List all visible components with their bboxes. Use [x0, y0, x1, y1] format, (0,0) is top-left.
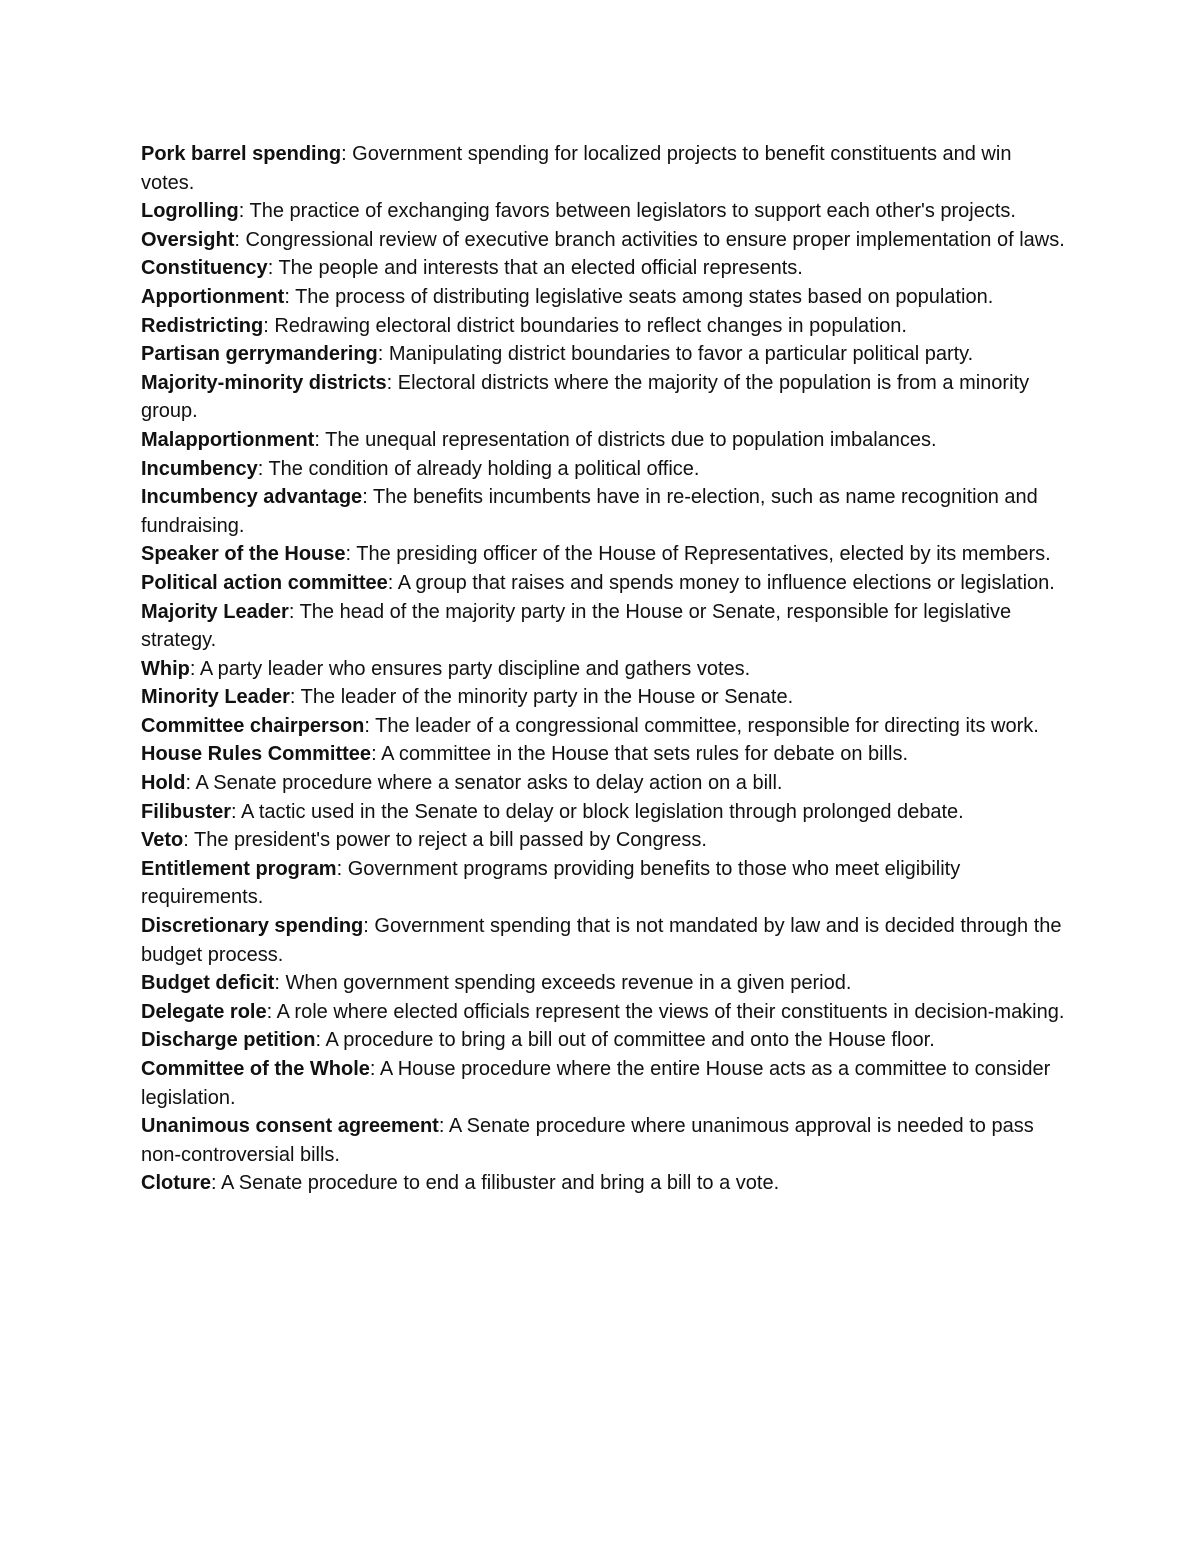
- glossary-definition: : Redrawing electoral district boundaries to reflect changes in population.: [263, 314, 907, 337]
- glossary-term: Political action committee: [141, 571, 388, 594]
- glossary-term: Committee chairperson: [141, 714, 365, 737]
- glossary-list: [141, 140, 1066, 1198]
- glossary-definition: : Government programs providing benefits to those who meet eligibility requirements.: [141, 857, 961, 909]
- glossary-definition: : The leader of the minority party in the House or Senate.: [289, 686, 794, 709]
- glossary-entry: [141, 655, 1066, 684]
- glossary-definition: : A tactic used in the Senate to delay or block legislation through prolonged debate.: [231, 800, 964, 823]
- glossary-entry: [141, 340, 1066, 369]
- glossary-definition: : A House procedure where the entire House acts as a committee to consider legislation.: [141, 1058, 1051, 1109]
- glossary-term: Majority Leader: [141, 600, 289, 623]
- glossary-definition: : Government spending that is not mandated by law and is decided through the budget process.: [141, 915, 1062, 966]
- glossary-definition: : When government spending exceeds revenue in a given period.: [274, 972, 852, 995]
- glossary-entry: [141, 798, 1066, 827]
- glossary-definition: : The president's power to reject a bill passed by Congress.: [183, 829, 707, 852]
- glossary-entry: [141, 912, 1066, 969]
- glossary-entry: [141, 283, 1066, 312]
- glossary-term: Incumbency: [141, 457, 258, 480]
- glossary-entry: [141, 1055, 1066, 1112]
- glossary-definition: : Electoral districts where the majority of the population is from a minority group.: [141, 371, 1030, 423]
- glossary-entry: [141, 254, 1066, 283]
- glossary-entry: [141, 483, 1066, 540]
- glossary-term: Malapportionment: [141, 428, 315, 451]
- glossary-term: Budget deficit: [141, 972, 275, 995]
- glossary-definition: : A procedure to bring a bill out of committee and onto the House floor.: [315, 1029, 935, 1052]
- glossary-definition: : The head of the majority party in the House or Senate, responsible for legislative strategy.: [141, 600, 1012, 652]
- glossary-term: Cloture: [141, 1172, 211, 1195]
- glossary-entry: [141, 312, 1066, 341]
- glossary-term: Entitlement program: [141, 857, 337, 880]
- glossary-entry: [141, 740, 1066, 769]
- glossary-definition: : A group that raises and spends money to influence elections or legislation.: [387, 571, 1055, 594]
- glossary-definition: : The process of distributing legislative seats among states based on population.: [284, 285, 994, 308]
- glossary-entry: [141, 1169, 1066, 1198]
- glossary-entry: [141, 969, 1066, 998]
- glossary-definition: : The leader of a congressional committee, responsible for directing its work.: [364, 714, 1039, 737]
- glossary-entry: [141, 683, 1066, 712]
- glossary-term: Constituency: [141, 257, 268, 280]
- glossary-entry: [141, 540, 1066, 569]
- glossary-entry: [141, 826, 1066, 855]
- glossary-term: House Rules Committee: [141, 743, 372, 766]
- glossary-term: Hold: [141, 772, 186, 795]
- glossary-definition: : The unequal representation of districts due to population imbalances.: [314, 428, 937, 451]
- glossary-entry: [141, 1112, 1066, 1169]
- glossary-entry: [141, 598, 1066, 655]
- glossary-definition: : A committee in the House that sets rules for debate on bills.: [371, 743, 909, 766]
- glossary-term: Delegate role: [141, 1000, 267, 1023]
- glossary-term: Pork barrel spending: [141, 143, 342, 165]
- glossary-entry: [141, 197, 1066, 226]
- glossary-entry: [141, 369, 1066, 426]
- glossary-definition: : The benefits incumbents have in re-election, such as name recognition and fundraising.: [141, 486, 1038, 537]
- glossary-entry: [141, 855, 1066, 912]
- glossary-term: Incumbency advantage: [141, 486, 363, 509]
- glossary-definition: : Manipulating district boundaries to favor a particular political party.: [377, 343, 974, 366]
- glossary-term: Partisan gerrymandering: [141, 343, 378, 366]
- glossary-entry: [141, 426, 1066, 455]
- glossary-definition: : Government spending for localized projects to benefit constituents and win votes.: [141, 143, 1012, 194]
- glossary-term: Discretionary spending: [141, 915, 364, 938]
- glossary-term: Majority-minority districts: [141, 371, 387, 394]
- glossary-entry: [141, 1026, 1066, 1055]
- glossary-term: Apportionment: [141, 285, 285, 308]
- glossary-entry: [141, 140, 1066, 197]
- glossary-entry: [141, 712, 1066, 741]
- glossary-definition: : A Senate procedure where unanimous approval is needed to pass non-controversial bills.: [141, 1115, 1034, 1166]
- glossary-definition: : A party leader who ensures party discipline and gathers votes.: [189, 657, 751, 680]
- glossary-definition: : A Senate procedure to end a filibuster and bring a bill to a vote.: [211, 1172, 780, 1195]
- glossary-definition: : The condition of already holding a political office.: [257, 457, 700, 480]
- glossary-term: Logrolling: [141, 200, 239, 223]
- glossary-term: Discharge petition: [141, 1029, 316, 1052]
- glossary-term: Speaker of the House: [141, 543, 346, 566]
- glossary-term: Filibuster: [141, 800, 232, 823]
- glossary-term: Unanimous consent agreement: [141, 1115, 439, 1138]
- glossary-definition: : The presiding officer of the House of Representatives, elected by its members.: [345, 543, 1051, 566]
- glossary-term: Redistricting: [141, 314, 264, 337]
- glossary-entry: [141, 226, 1066, 255]
- glossary-entry: [141, 769, 1066, 798]
- glossary-term: Oversight: [141, 228, 235, 251]
- glossary-term: Committee of the Whole: [141, 1058, 370, 1080]
- glossary-definition: : The people and interests that an elected official represents.: [267, 257, 803, 280]
- glossary-definition: : A Senate procedure where a senator asks to delay action on a bill.: [185, 772, 783, 795]
- glossary-entry: [141, 998, 1066, 1027]
- glossary-entry: [141, 569, 1066, 598]
- glossary-term: Whip: [141, 657, 190, 680]
- glossary-term: Veto: [141, 829, 184, 852]
- glossary-term: Minority Leader: [141, 686, 290, 709]
- glossary-definition: : The practice of exchanging favors between legislators to support each other's projects.: [238, 200, 1016, 223]
- glossary-definition: : Congressional review of executive branch activities to ensure proper implementation of laws.: [234, 228, 1065, 251]
- glossary-definition: : A role where elected officials represent the views of their constituents in decision-making.: [266, 1000, 1065, 1023]
- glossary-entry: [141, 455, 1066, 484]
